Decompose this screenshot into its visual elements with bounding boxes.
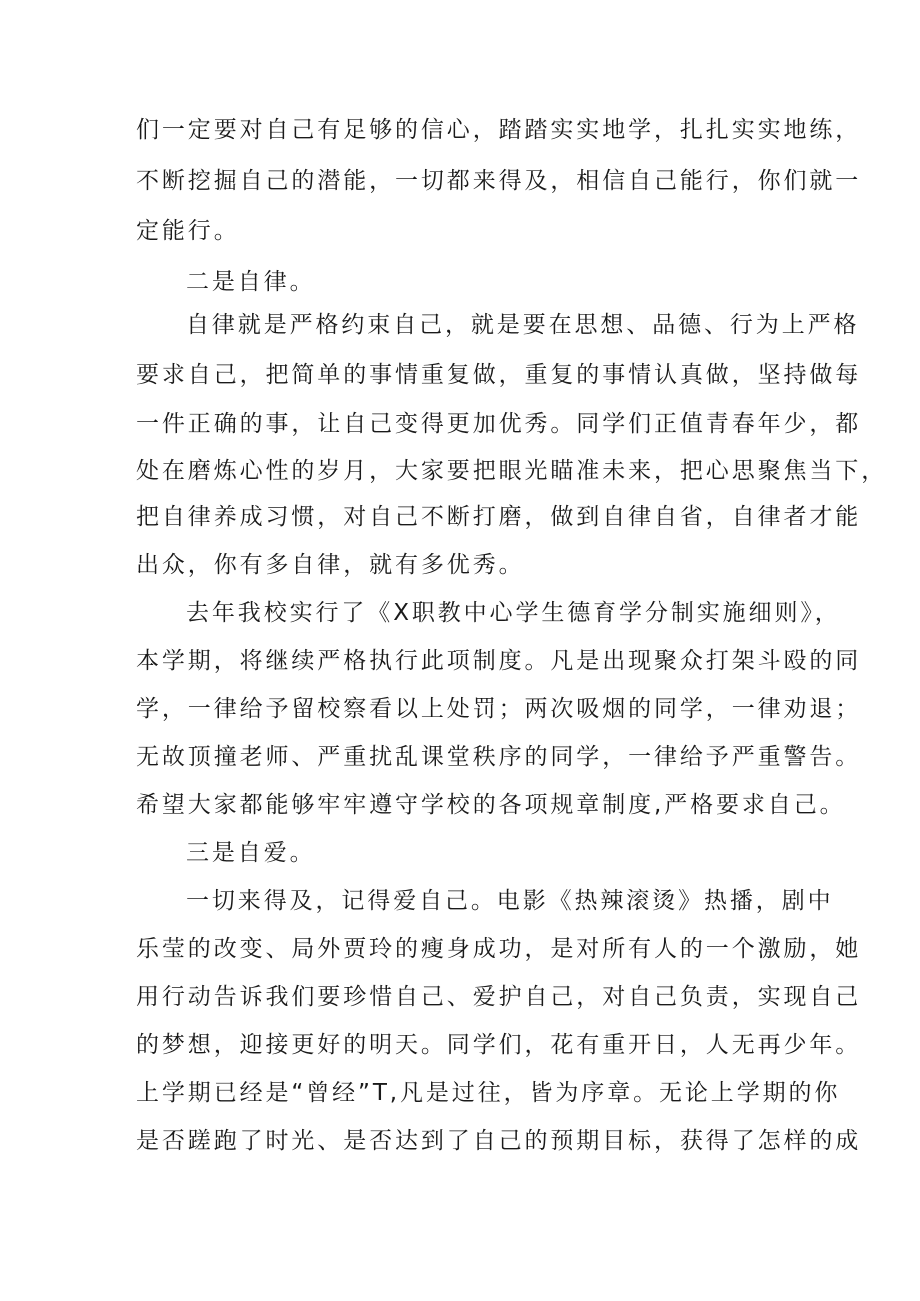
- text-line: 学，一律给予留校察看以上处罚；两次吸烟的同学，一律劝退；: [136, 696, 862, 722]
- text-line: 定能行。: [136, 218, 240, 244]
- text-line: 本学期，将继续严格执行此项制度。凡是出现聚众打架斗殴的同: [136, 648, 862, 674]
- text-line: 用行动告诉我们要珍惜自己、爱护自己，对自己负责，实现自己: [136, 984, 862, 1010]
- text-line: 乐莹的改变、局外贾玲的瘦身成功，是对所有人的一个激励，她: [136, 936, 862, 962]
- text-line: 的梦想，迎接更好的明天。同学们，花有重开日，人无再少年。: [136, 1032, 862, 1058]
- text-line: 一件正确的事，让自己变得更加优秀。同学们正值青春年少，都: [136, 411, 862, 437]
- section-heading: 二是自律。: [186, 269, 316, 295]
- text-line: 处在磨炼心性的岁月，大家要把眼光瞄准未来，把心思聚焦当下，: [136, 458, 888, 484]
- text-line: 一切来得及，记得爱自己。电影《热辣滚烫》热播，剧中: [186, 888, 834, 914]
- text-line: 上学期已经是“曾经”T,凡是过往，皆为序章。无论上学期的你: [136, 1080, 841, 1106]
- text-line: 把自律养成习惯，对自己不断打磨，做到自律自省，自律者才能: [136, 504, 862, 530]
- text-line: 无故顶撞老师、严重扰乱课堂秩序的同学，一律给予严重警告。: [136, 744, 862, 770]
- text-line: 自律就是严格约束自己，就是要在思想、品德、行为上严格: [186, 312, 860, 338]
- text-line: 出众，你有多自律，就有多优秀。: [136, 552, 525, 578]
- text-line: 们一定要对自己有足够的信心，踏踏实实地学，扎扎实实地练，: [136, 117, 862, 143]
- text-line: 是否蹉跑了时光、是否达到了自己的预期目标，获得了怎样的成: [136, 1128, 862, 1154]
- text-line: 去年我校实行了《X职教中心学生德育学分制实施细则》，: [186, 600, 841, 626]
- text-line: 希望大家都能够牢牢遵守学校的各项规章制度,严格要求自己。: [136, 792, 846, 818]
- text-line: 要求自己，把简单的事情重复做，重复的事情认真做，坚持做每: [136, 362, 862, 388]
- section-heading: 三是自爱。: [186, 840, 316, 866]
- text-line: 不断挖掘自己的潜能，一切都来得及，相信自己能行，你们就一: [136, 168, 862, 194]
